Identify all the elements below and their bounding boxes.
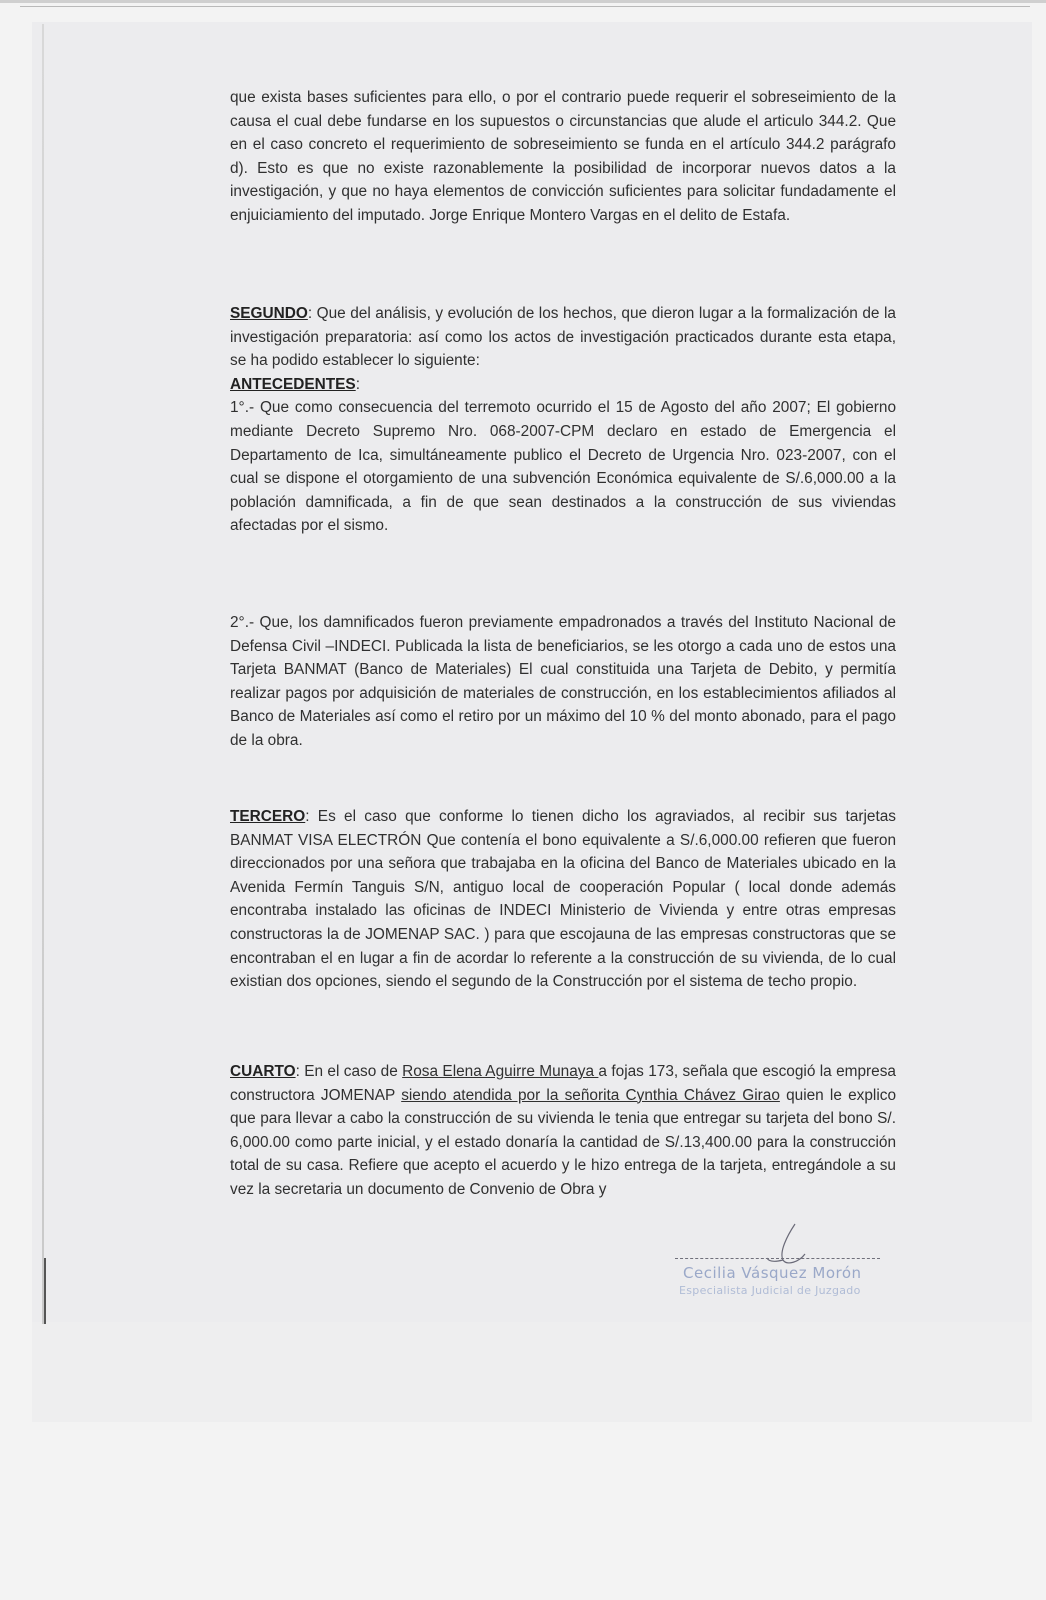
cuarto-text-2: a fojas 173, señala que escogió la empresa constructora JOMENAP	[230, 1063, 896, 1104]
scan-top-line	[20, 6, 1030, 7]
tercero-heading: TERCERO	[230, 808, 306, 825]
antecedente-2: 2°.- Que, los damnificados fueron previamente empadronados a través del Instituto Nacional de Defensa Civil –INDECI. Publicada la lista de beneficiarios, se les otorgo a cada uno de estos una Tarjeta BANMAT (Banco de Materiales) El cual constituida una Tarjeta de Debito, y permitía realizar pagos por adquisición de materiales de construcción, en los establecimientos afiliados al Banco de Materiales así como el retiro por un máximo del 10 % del monto abonado, para el pago de la obra.	[230, 614, 896, 749]
paragraph-intro-text: que exista bases suficientes para ello, o por el contrario puede requerir el sobreseimiento de la causa el cual debe fundarse en los supuestos o circunstancias que alude el articulo 344.2. Que en el caso concreto el requerimiento de sobreseimiento se funda en el artículo 344.2 parágrafo d). Esto es que no existe razonablemente la posibilidad de incorporar nuevos datos a la investigación, y que no haya elementos de convicción suficientes para solicitar fundadamente el enjuiciamiento del imputado. Jorge Enrique Montero Vargas en el delito de Estafa.	[230, 89, 896, 224]
document-page-bottom-margin	[32, 1322, 1032, 1422]
signature-stamp	[675, 1250, 880, 1310]
cuarto-text-1: : En el caso de	[295, 1063, 403, 1080]
scan-top-border	[0, 0, 1046, 3]
segundo-text: : Que del análisis, y evolución de los hechos, que dieron lugar a la formalización de la investigación preparatoria: así como los actos de investigación practicados durante esta etapa, se ha podido establecer lo siguiente:	[230, 305, 896, 370]
segundo-heading: SEGUNDO	[230, 305, 308, 322]
antecedente-1: 1°.- Que como consecuencia del terremoto ocurrido el 15 de Agosto del año 2007; El gobierno mediante Decreto Supremo Nro. 068-2007-CPM declaro en estado de Emergencia el Departamento de Ica, simultáneamente publico el Decreto de Urgencia Nro. 023-2007, con el cual se dispone el otorgamiento de una subvención Económica equivalente de S/.6,000.00 a la población damnificada, a fin de que sean destinados a la construcción de sus viviendas afectadas por el sismo.	[230, 399, 896, 535]
cuarto-name-rosa: Rosa Elena Aguirre Munaya	[402, 1063, 599, 1080]
paragraph-intro	[230, 86, 896, 228]
section-segundo	[230, 302, 896, 538]
antecedentes-heading: ANTECEDENTES	[230, 375, 356, 393]
segundo-paragraph	[230, 302, 896, 373]
section-tercero	[230, 805, 896, 994]
cuarto-heading: CUARTO	[230, 1063, 296, 1080]
cuarto-paragraph	[230, 1060, 896, 1202]
tercero-paragraph	[230, 805, 896, 994]
tercero-text: : Es el caso que conforme lo tienen dicho los agraviados, al recibir sus tarjetas BANMAT VISA ELECTRÓN Que contenía el bono equivalente a S/.6,000.00 refieren que fueron direccionados por una señora que trabajaba en la oficina del Banco de Materiales ubicado en la Avenida Fermín Tanguis S/N, antiguo local de cooperación Popular ( local donde además encontraba instalado las oficinas de INDECI Ministerio de Vivienda y entre otras empresas constructoras la de JOMENAP SAC. ) para que escojauna de las empresas constructoras que se encontraban el en lugar a fin de acordar lo referente a la construcción de su vivienda, de lo cual existian dos opciones, siendo el segundo de la Construcción por el sistema de techo propio.	[230, 808, 896, 991]
antecedente-2-block	[230, 611, 896, 753]
cuarto-text-3: quien le explico que para llevar a cabo la construcción de su vivienda le tenia que entregar su tarjeta del bono S/. 6,000.00 como parte inicial, y el estado donaría la cantidad de S/.13,400.00 para la construcción total de su casa. Refiere que acepto el acuerdo y le hizo entrega de la tarjeta, entregándole a su vez la secretaria un documento de Convenio de Obra y	[230, 1086, 896, 1198]
page-left-edge	[42, 24, 44, 1324]
section-cuarto	[230, 1060, 896, 1202]
signature-role: Especialista Judicial de Juzgado	[679, 1284, 861, 1297]
signature-name: Cecilia Vásquez Morón	[683, 1264, 862, 1282]
binding-mark	[44, 1258, 46, 1324]
antecedentes-colon: :	[355, 375, 360, 393]
signature-line	[675, 1258, 880, 1259]
antecedentes-heading-line	[230, 373, 896, 397]
cuarto-underlined-attended: siendo atendida por la señorita Cynthia Chávez Girao	[401, 1086, 780, 1104]
